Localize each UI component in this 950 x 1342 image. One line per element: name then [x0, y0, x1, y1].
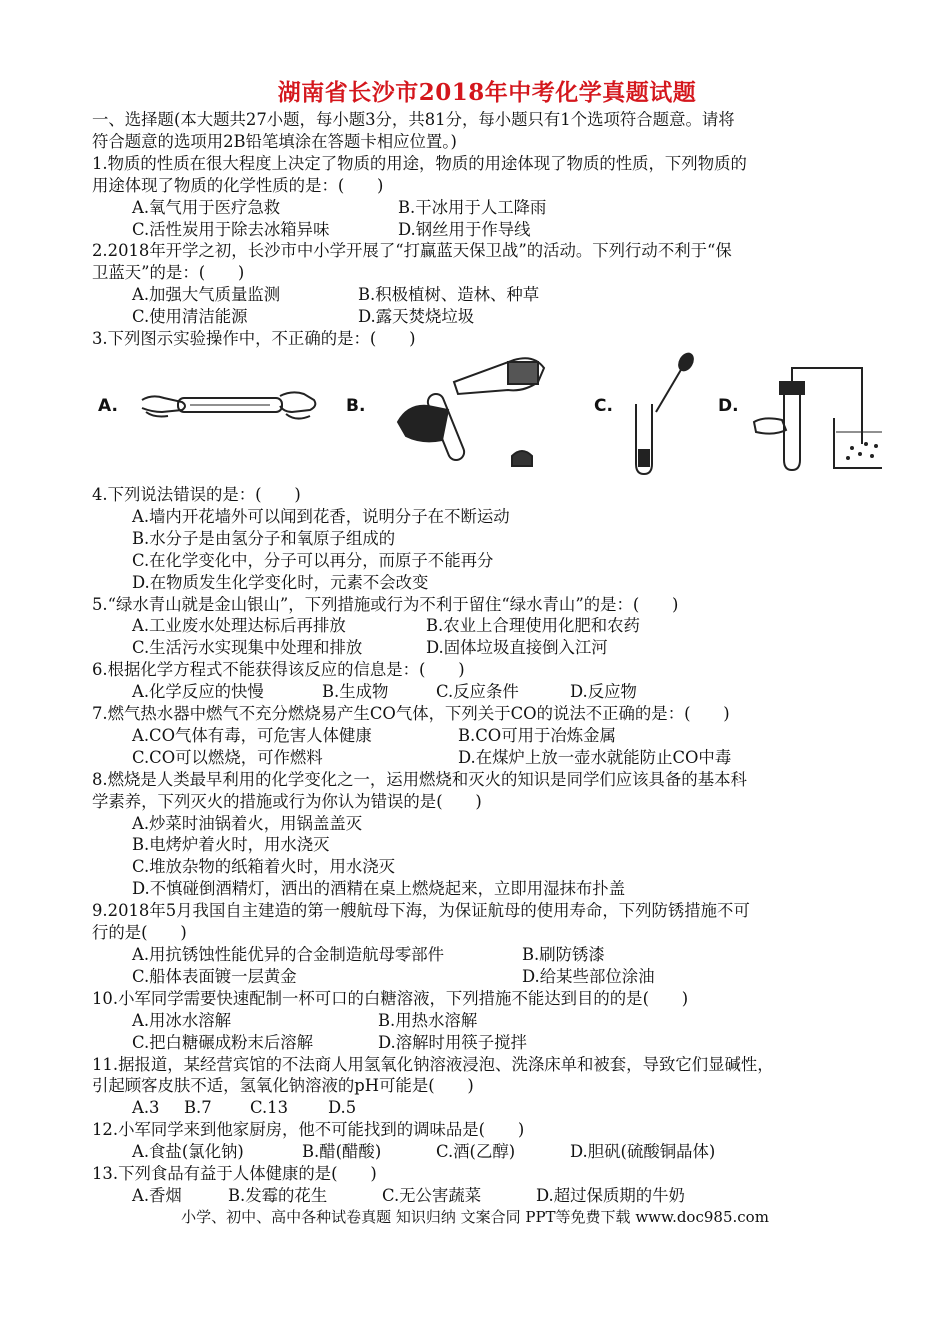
- intro-line: 一、选择题(本大题共27小题，每小题3分，共81分，每小题只有1个选项符合题意。请将: [92, 110, 735, 129]
- question-stem: 12.小军同学来到他家厨房，他不可能找到的调味品是( ): [92, 1120, 525, 1140]
- question-3: [92, 328, 882, 482]
- option: C.反应条件: [436, 682, 519, 702]
- figure-label-b: B.: [346, 395, 366, 416]
- option: D.钢丝用于作导线: [398, 219, 531, 239]
- option: B.积极植树、造林、种草: [358, 285, 540, 305]
- question-stem: 引起顾客皮肤不适，氢氧化钠溶液的pH可能是( ): [92, 1076, 474, 1096]
- airtightness-check-icon: [748, 352, 882, 478]
- option-row: [92, 197, 882, 219]
- option: A.氧气用于医疗急救: [132, 197, 281, 217]
- question-1: [92, 153, 882, 241]
- option: B.干冰用于人工降雨: [398, 197, 547, 217]
- option: A.化学反应的快慢: [132, 682, 264, 702]
- question-9: [92, 900, 882, 988]
- option-row: [92, 681, 882, 703]
- question-5: [92, 594, 882, 660]
- option: C.把白糖碾成粉末后溶解: [132, 1032, 314, 1052]
- question-stem: 6.根据化学方程式不能获得该反应的信息是：( ): [92, 660, 465, 680]
- option: D.在煤炉上放一壶水就能防止CO中毒: [458, 747, 732, 767]
- option-row: [92, 725, 882, 747]
- figure-label-a: A.: [98, 395, 118, 416]
- option: D.在物质发生化学变化时，元素不会改变: [132, 572, 429, 592]
- option-row: [92, 966, 882, 988]
- option-row: [92, 284, 882, 306]
- question-11: [92, 1054, 882, 1120]
- option: B.CO可用于冶炼金属: [458, 725, 616, 745]
- option-row: [92, 306, 882, 328]
- option: A.用抗锈蚀性能优异的合金制造航母零部件: [132, 945, 445, 964]
- pouring-liquid-icon: [390, 352, 560, 478]
- option: B.水分子是由氢分子和氧原子组成的: [132, 528, 396, 548]
- option: C.生活污水实现集中处理和排放: [132, 638, 363, 658]
- option-row: [92, 747, 882, 769]
- heating-tube-icon: [130, 352, 320, 472]
- option-row: [92, 813, 882, 835]
- option-row: [92, 572, 882, 594]
- figure-label-c: C.: [594, 395, 613, 416]
- page-title: 湖南省长沙市2018年中考化学真题试题: [277, 79, 697, 106]
- question-stem: 9.2018年5月我国自主建造的第一艘航母下海，为保证航母的使用寿命，下列防锈措施不可: [92, 901, 750, 921]
- option: D.5: [328, 1098, 357, 1118]
- question-stem: 1.物质的性质在很大程度上决定了物质的用途，物质的用途体现了物质的性质，下列物质的: [92, 153, 747, 173]
- option-row: [92, 834, 882, 856]
- option: A.香烟: [132, 1185, 182, 1205]
- option: D.反应物: [570, 682, 637, 702]
- option: D.溶解时用筷子搅拌: [378, 1032, 527, 1052]
- option: C.无公害蔬菜: [382, 1185, 482, 1205]
- experiment-figures: [92, 352, 882, 482]
- option: B.醋(醋酸): [302, 1142, 382, 1162]
- question-10: [92, 988, 882, 1054]
- option-row: [92, 1141, 882, 1163]
- option: C.在化学变化中，分子可以再分，而原子不能再分: [132, 550, 494, 570]
- question-6: [92, 659, 882, 703]
- option: B.用热水溶解: [378, 1010, 478, 1030]
- question-8: [92, 769, 882, 900]
- question-2: [92, 240, 882, 328]
- question-stem: 4.下列说法错误的是：( ): [92, 484, 301, 504]
- option: D.胆矾(硫酸铜晶体): [570, 1142, 716, 1162]
- option: A.炒菜时油锅着火，用锅盖盖灭: [132, 813, 363, 833]
- option: C.CO可以燃烧，可作燃料: [132, 747, 323, 767]
- exam-page: [92, 78, 882, 1207]
- option: B.生成物: [322, 682, 389, 702]
- option: C.13: [250, 1098, 289, 1118]
- question-stem: 用途体现了物质的化学性质的是：( ): [92, 175, 384, 195]
- option: D.固体垃圾直接倒入江河: [426, 638, 608, 658]
- option: D.超过保质期的牛奶: [536, 1185, 685, 1205]
- option-row: [92, 615, 882, 637]
- question-stem: 10.小军同学需要快速配制一杯可口的白糖溶液，下列措施不能达到目的的是( ): [92, 988, 689, 1008]
- option: B.电烤炉着火时，用水浇灭: [132, 835, 330, 855]
- option: A.食盐(氯化钠): [132, 1142, 244, 1162]
- option-row: [92, 944, 882, 966]
- question-12: [92, 1119, 882, 1163]
- option: C.酒(乙醇): [436, 1142, 516, 1162]
- question-stem: 卫蓝天”的是：( ): [92, 263, 245, 283]
- intro-line: 符合题意的选项用2B铅笔填涂在答题卡相应位置。): [92, 131, 457, 151]
- option-row: [92, 1032, 882, 1054]
- question-stem: 11.据报道，某经营宾馆的不法商人用氢氧化钠溶液浸泡、洗涤床单和被套，导致它们显碱性，: [92, 1054, 774, 1074]
- option: D.不慎碰倒酒精灯，洒出的酒精在桌上燃烧起来，立即用湿抹布扑盖: [132, 879, 626, 899]
- option-row: [92, 856, 882, 878]
- question-stem: 8.燃烧是人类最早利用的化学变化之一，运用燃烧和灭火的知识是同学们应该具备的基本科: [92, 769, 747, 789]
- option: C.堆放杂物的纸箱着火时，用水浇灭: [132, 857, 396, 877]
- option: D.露天焚烧垃圾: [358, 307, 475, 327]
- question-stem: 行的是( ): [92, 923, 187, 943]
- option-row: [92, 637, 882, 659]
- option-row: [92, 219, 882, 241]
- option: A.用冰水溶解: [132, 1010, 231, 1030]
- option-row: [92, 506, 882, 528]
- option: A.3: [132, 1098, 160, 1118]
- option-row: [92, 528, 882, 550]
- option: B.刷防锈漆: [522, 945, 605, 964]
- option-row: [92, 878, 882, 900]
- question-stem: 2.2018年开学之初，长沙市中小学开展了“打赢蓝天保卫战”的活动。下列行动不利于“保: [92, 241, 732, 261]
- option-row: [92, 1097, 882, 1119]
- option: A.墙内开花墙外可以闻到花香，说明分子在不断运动: [132, 506, 510, 526]
- footer-text: 小学、初中、高中各种试卷真题 知识归纳 文案合同 PPT等免费下载 www.doc985.com: [181, 1208, 769, 1226]
- option: C.活性炭用于除去冰箱异味: [132, 219, 330, 239]
- question-13: [92, 1163, 882, 1207]
- question-stem: 3.下列图示实验操作中，不正确的是：( ): [92, 329, 416, 349]
- option: A.加强大气质量监测: [132, 285, 281, 305]
- option: B.7: [184, 1098, 212, 1118]
- option-row: [92, 550, 882, 572]
- question-stem: 5.“绿水青山就是金山银山”，下列措施或行为不利于留住“绿水青山”的是：( ): [92, 594, 679, 614]
- option-row: [92, 1010, 882, 1032]
- option: B.农业上合理使用化肥和农药: [426, 616, 640, 636]
- question-4: [92, 484, 882, 594]
- option: A.工业废水处理达标后再排放: [132, 616, 346, 636]
- option: B.发霉的花生: [228, 1185, 328, 1205]
- question-stem: 学素养，下列灭火的措施或行为你认为错误的是( ): [92, 791, 482, 811]
- question-stem: 13.下列食品有益于人体健康的是( ): [92, 1164, 377, 1184]
- option-row: [92, 1185, 882, 1207]
- option: D.给某些部位涂油: [522, 966, 655, 986]
- option: C.船体表面镀一层黄金: [132, 966, 297, 986]
- question-7: [92, 703, 882, 769]
- option: A.CO气体有毒，可危害人体健康: [132, 725, 372, 745]
- dropper-icon: [622, 352, 712, 478]
- question-stem: 7.燃气热水器中燃气不充分燃烧易产生CO气体，下列关于CO的说法不正确的是：( ): [92, 704, 730, 724]
- option: C.使用清洁能源: [132, 307, 248, 327]
- figure-label-d: D.: [718, 395, 739, 416]
